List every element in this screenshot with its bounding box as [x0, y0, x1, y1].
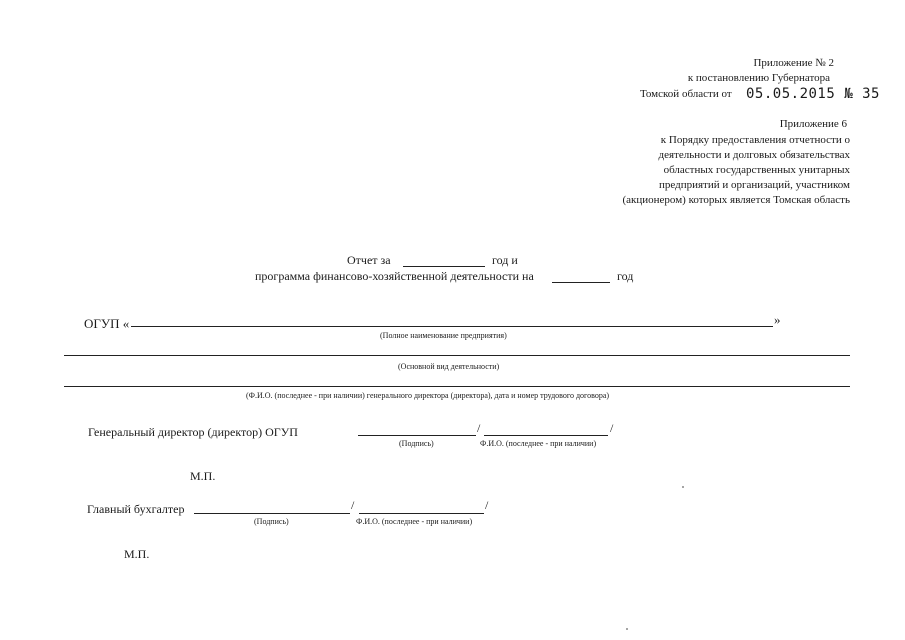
- ogup-name-caption: (Полное наименование предприятия): [380, 331, 507, 340]
- director-label: Генеральный директор (директор) ОГУП: [88, 425, 298, 439]
- appendix6-line-5: (акционером) которых является Томская область: [622, 194, 850, 206]
- activity-field[interactable]: [64, 355, 850, 356]
- accountant-slash: /: [351, 498, 355, 512]
- accountant-slash-end: /: [485, 498, 489, 512]
- director-slash: /: [477, 421, 481, 435]
- director-signature-field[interactable]: [358, 435, 476, 436]
- ogup-name-field[interactable]: [131, 326, 773, 327]
- appendix6-line-2: деятельности и долговых обязательствах: [658, 149, 850, 161]
- ogup-label: ОГУП «: [84, 316, 130, 331]
- director-info-field[interactable]: [64, 386, 850, 387]
- director-slash-end: /: [610, 421, 614, 435]
- appendix2-title: Приложение № 2: [753, 57, 834, 69]
- appendix2-decree-line: к постановлению Губернатора: [687, 72, 830, 84]
- director-signature-caption: (Подпись): [399, 439, 434, 448]
- report-year-blank[interactable]: [403, 266, 485, 267]
- accountant-label: Главный бухгалтер: [87, 502, 185, 516]
- report-title-prefix: Отчет за: [347, 253, 391, 267]
- program-title-prefix: программа финансово-хозяйственной деятельности на: [255, 269, 534, 283]
- scan-speck: [626, 628, 628, 630]
- accountant-fio-field[interactable]: [359, 513, 484, 514]
- appendix6-line-3: областных государственных унитарных: [663, 164, 850, 176]
- appendix6-line-4: предприятий и организаций, участником: [659, 179, 850, 191]
- program-title-suffix: год: [617, 269, 634, 283]
- ogup-closing-quote: »: [774, 312, 781, 327]
- accountant-signature-caption: (Подпись): [254, 517, 289, 526]
- appendix2-region-line: Томской области от: [640, 88, 732, 100]
- accountant-signature-field[interactable]: [194, 513, 350, 514]
- appendix6-line-1: к Порядку предоставления отчетности о: [660, 134, 850, 146]
- accountant-fio-caption: Ф.И.О. (последнее - при наличии): [356, 517, 473, 526]
- report-title-suffix: год и: [492, 253, 518, 267]
- director-info-caption: (Ф.И.О. (последнее - при наличии) генерального директора (директора), дата и номер трудового договора): [246, 391, 610, 400]
- director-fio-field[interactable]: [484, 435, 608, 436]
- program-year-blank[interactable]: [552, 282, 610, 283]
- director-stamp-place: М.П.: [190, 469, 216, 483]
- decree-date-number: 05.05.2015 № 35: [746, 86, 880, 102]
- scan-speck: [682, 486, 684, 488]
- appendix6-title: Приложение 6: [779, 118, 847, 130]
- director-fio-caption: Ф.И.О. (последнее - при наличии): [480, 439, 597, 448]
- accountant-stamp-place: М.П.: [124, 547, 150, 561]
- activity-caption: (Основной вид деятельности): [398, 362, 500, 371]
